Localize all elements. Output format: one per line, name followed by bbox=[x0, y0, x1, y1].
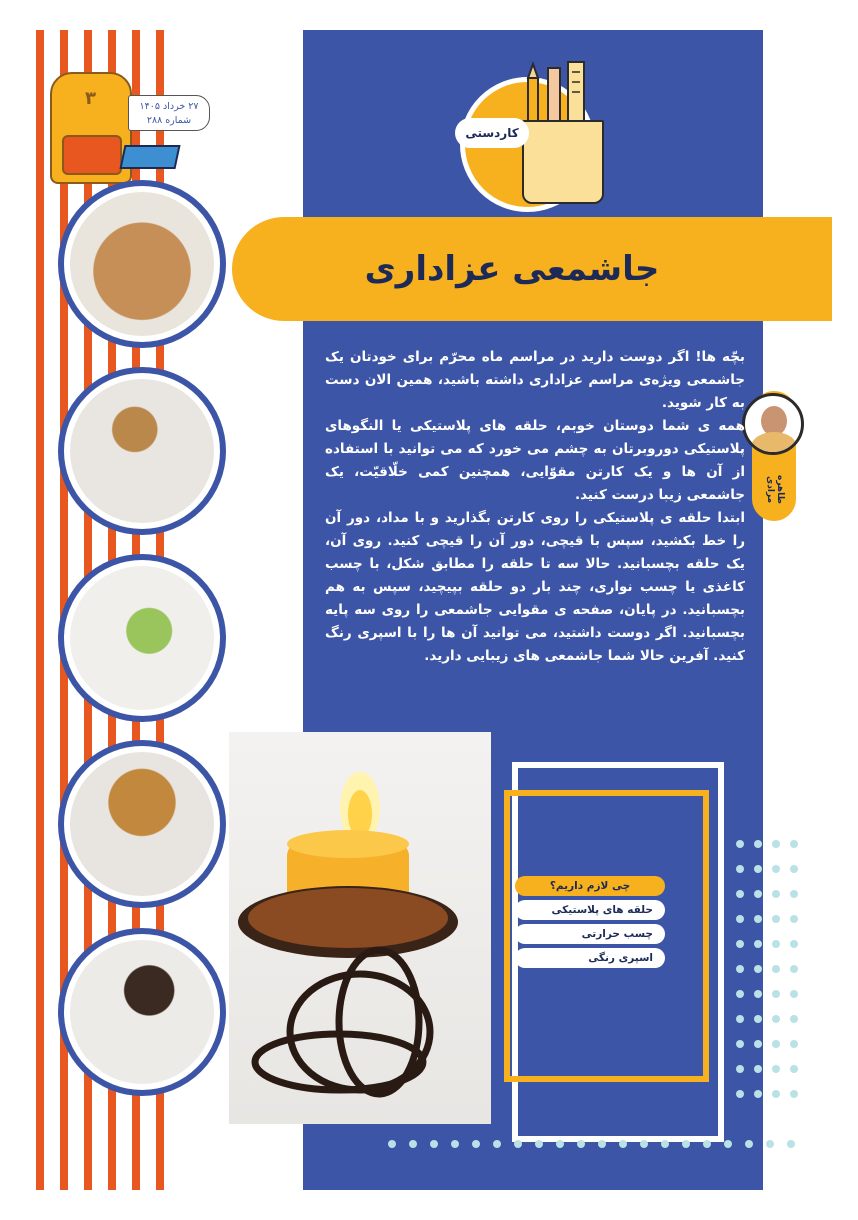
paragraph: ابتدا حلقه‌ ی پلاستیکی را روی کارتن بگذارید و با مداد، دور آن را خط بکشید، سپس با قیچی، دور آن را قیچی کنید. روی آن، یک حلقه بچسبانید. حالا سه تا حلقه را مطابق شکل، با چسب کاغذی یا چسب نواری، چند بار دو حلقه بپیچید، سپس به هم بچسبانید. در پایان، صفحه‌ ی مقوایی جاشمعی را روی سه پایه بچسبانید. اگر دوست داشتید، می توانید آن ها را با اسپری رنگ کنید. آفرین حالا شما جاشمعی های زیبایی دارید. bbox=[325, 510, 745, 664]
article-body bbox=[325, 346, 745, 668]
materials-list bbox=[515, 876, 665, 972]
book-icon bbox=[119, 145, 180, 169]
author-name: طاهره مرادی bbox=[765, 475, 785, 505]
materials-header: چی لازم داریم؟ bbox=[515, 876, 665, 896]
step-photo-4 bbox=[58, 740, 226, 908]
decorative-dots bbox=[736, 840, 798, 1098]
issue-info bbox=[128, 95, 210, 131]
decorative-dots bbox=[388, 1140, 795, 1148]
list-item: حلقه های پلاستیکی bbox=[515, 900, 665, 920]
list-item: اسپری رنگی bbox=[515, 948, 665, 968]
step-photo-2 bbox=[58, 367, 226, 535]
issue-date: ۲۷ خرداد ۱۴۰۵ bbox=[139, 101, 199, 112]
title-banner bbox=[232, 217, 832, 321]
step-photo-1 bbox=[58, 180, 226, 348]
cup-icon bbox=[522, 120, 604, 204]
decorative-stripe bbox=[36, 30, 44, 1190]
step-photo-3 bbox=[58, 554, 226, 722]
author-avatar bbox=[742, 393, 804, 455]
step-photo-5 bbox=[58, 928, 226, 1096]
candle-holder-photo bbox=[229, 732, 491, 1124]
page-number: ۳ bbox=[85, 88, 96, 109]
list-item: چسب حرارتی bbox=[515, 924, 665, 944]
article-title: جاشمعی عزاداری bbox=[364, 249, 660, 289]
issue-number: شماره ۲۸۸ bbox=[146, 115, 192, 126]
candle-holder-illustration bbox=[229, 732, 491, 1124]
paragraph: بچّه ها! اگر دوست دارید در مراسم ماه محرّم برای خودتان یک جاشمعی ویژه‌ی مراسم عزاداری داشته باشید، همین الان دست به کار شوید. bbox=[325, 349, 745, 411]
paragraph: همه‌ ی شما دوستان خوبم، حلقه های پلاستیکی یا النگوهای پلاستیکی دوروبرتان به چشم می خورد که می توانید با استفاده از آن ها و یک کارتن مقوّایی، همچنین کمی خلّاقیّت، یک جاشمعی زیبا درست کنید. bbox=[325, 418, 745, 503]
backpack-pocket bbox=[62, 135, 122, 175]
section-label: کاردستی bbox=[455, 118, 529, 148]
